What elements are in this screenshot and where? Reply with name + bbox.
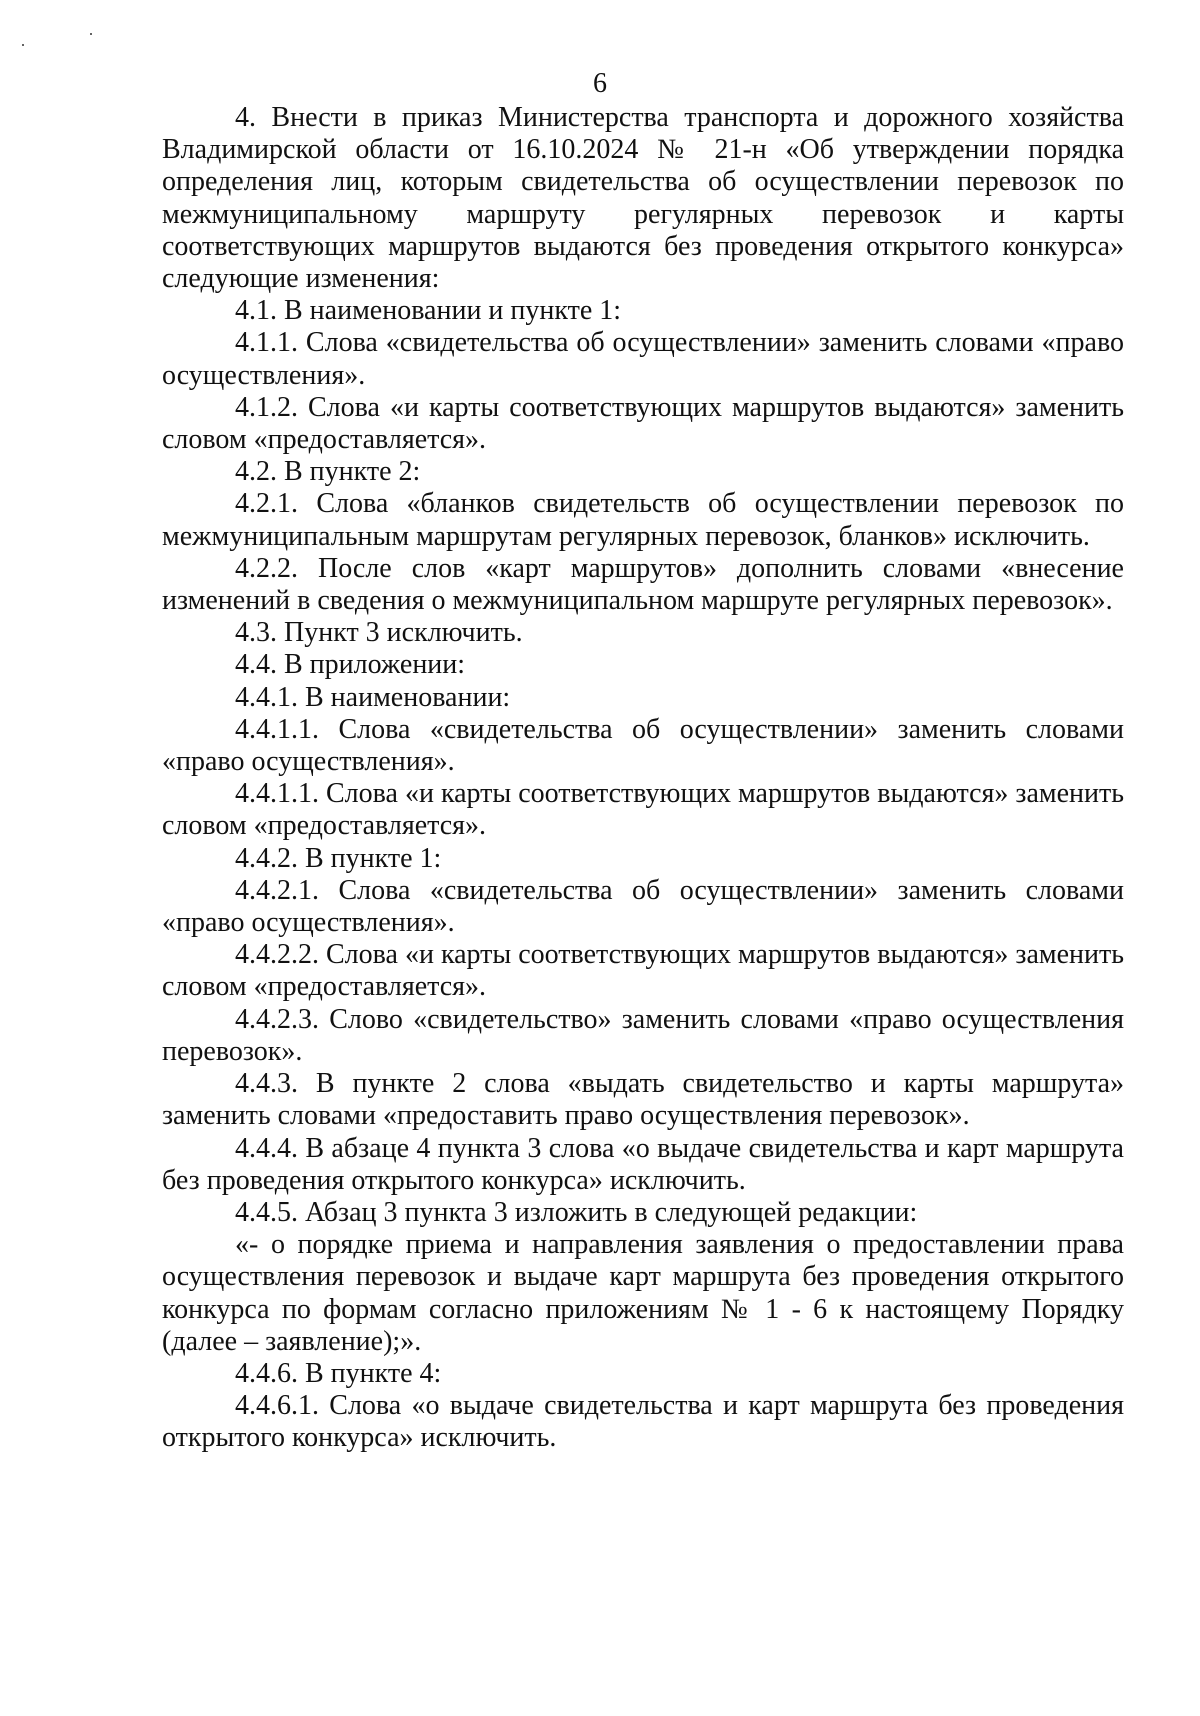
paragraph: «- о порядке приема и направления заявления о предоставлении права осуществления перевозок и выдаче карт маршрута без проведения открытого конкурса по формам согласно приложениям № 1 - 6 к настоящему Порядку (далее – заявление);». [162, 1229, 1124, 1357]
paragraph: 4.4.6. В пункте 4: [235, 1357, 442, 1389]
paragraph: 4.2. В пункте 2: [235, 456, 421, 488]
paragraph: 4.2.2. После слов «карт маршрутов» дополнить словами «внесение изменений в сведения о межмуниципальном маршруте регулярных перевозок». [162, 552, 1124, 617]
paragraph: 4.4.6.1. Слова «о выдаче свидетельства и карт маршрута без проведения открытого конкурса» исключить. [162, 1390, 1124, 1454]
paragraph: 4.4. В приложении: [235, 649, 466, 681]
scan-speck [22, 44, 24, 46]
paragraph: 4.1.2. Слова «и карты соответствующих маршрутов выдаются» заменить словом «предоставляется». [162, 391, 1124, 456]
document-body [162, 102, 1124, 1455]
paragraph: 4.4.5. Абзац 3 пункта 3 изложить в следующей редакции: [235, 1196, 918, 1228]
paragraph: 4.1. В наименовании и пункте 1: [235, 295, 622, 327]
paragraph: 4.4.3. В пункте 2 слова «выдать свидетельство и карты маршрута» заменить словами «предоставить право осуществления перевозок». [162, 1068, 1124, 1132]
paragraph: 4.4.1. В наименовании: [235, 681, 511, 713]
paragraph: 4. Внести в приказ Министерства транспорта и дорожного хозяйства Владимирской области от 16.10.2024 № 21-н «Об утверждении порядка определения лиц, которым свидетельства об осуществлении перевозок по межмуниципальному маршруту регулярных перевозок и карты соответствующих маршрутов выдаются без проведения открытого конкурса» следующие изменения: [162, 102, 1124, 295]
paragraph: 4.4.1.1. Слова «свидетельства об осуществлении» заменить словами «право осуществления». [162, 713, 1124, 778]
paragraph: 4.4.2.3. Слово «свидетельство» заменить словами «право осуществления перевозок». [162, 1003, 1124, 1067]
paragraph: 4.4.2.2. Слова «и карты соответствующих маршрутов выдаются» заменить словом «предоставляется». [162, 939, 1124, 1003]
paragraph: 4.4.1.1. Слова «и карты соответствующих маршрутов выдаются» заменить словом «предоставляется». [162, 778, 1124, 842]
paragraph: 4.4.2. В пункте 1: [235, 842, 442, 874]
scan-speck [90, 33, 92, 35]
paragraph: 4.1.1. Слова «свидетельства об осуществлении» заменить словами «право осуществления». [162, 327, 1124, 391]
paragraph: 4.4.2.1. Слова «свидетельства об осуществлении» заменить словами «право осуществления». [162, 874, 1124, 939]
paragraph: 4.2.1. Слова «бланков свидетельств об осуществлении перевозок по межмуниципальным маршрутам регулярных перевозок, бланков» исключить. [162, 488, 1124, 552]
page-number: 6 [593, 68, 607, 99]
paragraph: 4.4.4. В абзаце 4 пункта 3 слова «о выдаче свидетельства и карт маршрута без проведения открытого конкурса» исключить. [162, 1132, 1124, 1196]
paragraph: 4.3. Пункт 3 исключить. [235, 617, 523, 649]
